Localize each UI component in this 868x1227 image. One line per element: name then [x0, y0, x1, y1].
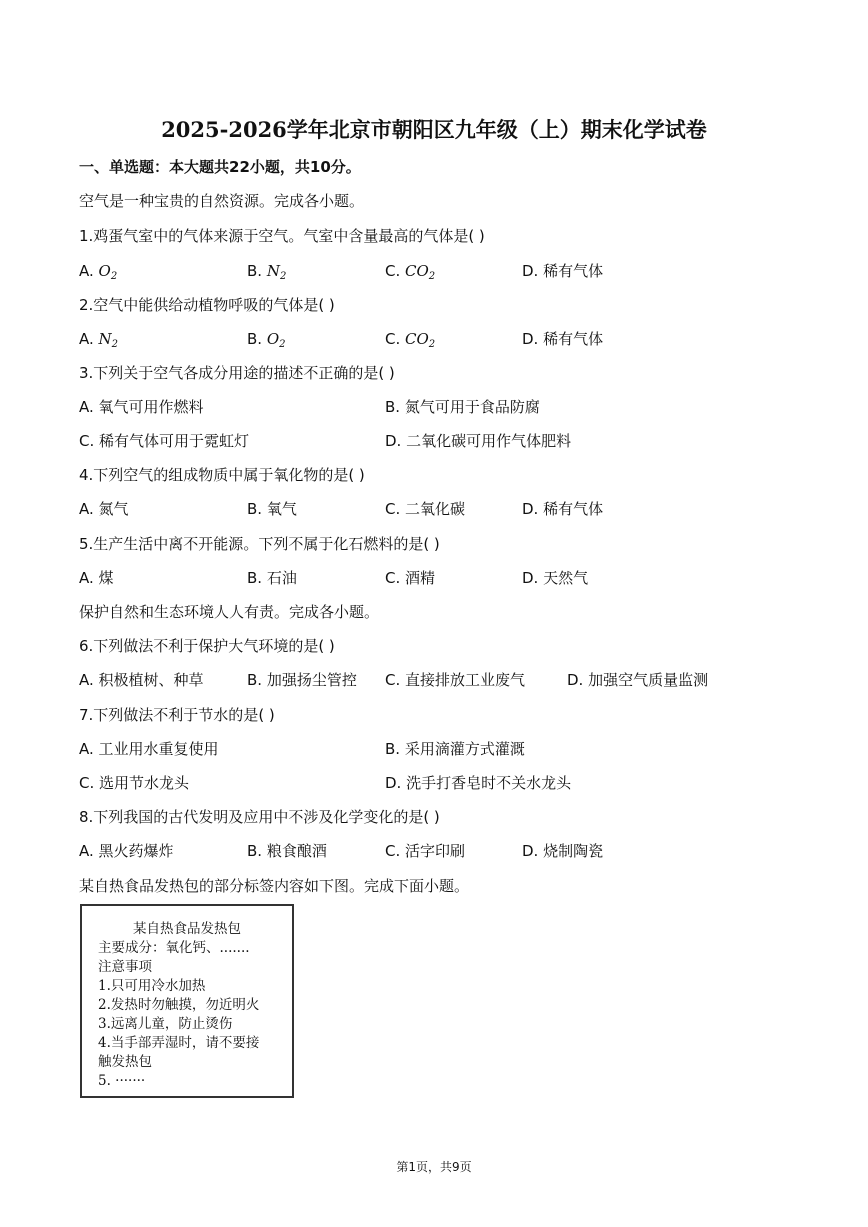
paper-title: 2025-2026学年北京市朝阳区九年级（上）期末化学试卷 [161, 117, 707, 142]
q3-option-b[interactable]: B. 氮气可用于食品防腐 [385, 398, 540, 416]
label-title: 某自热食品发热包 [133, 921, 241, 937]
q6-option-b[interactable]: B. 加强扬尘管控 [247, 671, 357, 689]
label-line: 主要成分：氧化钙、....... [98, 940, 250, 956]
q1-option-c[interactable]: C. $CO_2$ [385, 262, 436, 282]
q6-option-a[interactable]: A. 积极植树、种草 [79, 671, 204, 689]
q3-option-d[interactable]: D. 二氧化碳可用作气体肥料 [385, 432, 572, 450]
q7-option-a[interactable]: A. 工业用水重复使用 [79, 740, 219, 758]
group-intro-2: 保护自然和生态环境人人有责。完成各小题。 [79, 603, 380, 621]
q5-option-b[interactable]: B. 石油 [247, 569, 297, 587]
q8-option-d[interactable]: D. 烧制陶瓷 [522, 842, 604, 860]
question-4-stem: 4.下列空气的组成物质中属于氧化物的是( ) [79, 466, 365, 484]
question-1-stem: 1.鸡蛋气室中的气体来源于空气。气室中含量最高的气体是( ) [79, 227, 485, 245]
label-line: 4.当手部弄湿时，请不要接 [98, 1035, 260, 1051]
q5-option-a[interactable]: A. 煤 [79, 569, 114, 587]
question-6-stem: 6.下列做法不利于保护大气环境的是( ) [79, 637, 335, 655]
q8-option-b[interactable]: B. 粮食酿酒 [247, 842, 327, 860]
label-line: 2.发热时勿触摸，勿近明火 [98, 997, 260, 1013]
q4-option-a[interactable]: A. 氮气 [79, 500, 129, 518]
q5-option-d[interactable]: D. 天然气 [522, 569, 589, 587]
q7-option-c[interactable]: C. 选用节水龙头 [79, 774, 190, 792]
group-intro-3: 某自热食品发热包的部分标签内容如下图。完成下面小题。 [79, 877, 470, 895]
label-line: 3.远离儿童，防止烫伤 [98, 1016, 233, 1032]
q6-option-c[interactable]: C. 直接排放工业废气 [385, 671, 526, 689]
page-footer: 第1页，共9页 [396, 1160, 472, 1174]
q4-option-c[interactable]: C. 二氧化碳 [385, 500, 466, 518]
q8-option-a[interactable]: A. 黑火药爆炸 [79, 842, 174, 860]
question-2-stem: 2.空气中能供给动植物呼吸的气体是( ) [79, 296, 335, 314]
q2-option-b[interactable]: B. $O_2$ [247, 330, 286, 350]
q4-option-d[interactable]: D. 稀有气体 [522, 500, 604, 518]
question-5-stem: 5.生产生活中离不开能源。下列不属于化石燃料的是( ) [79, 535, 440, 553]
q5-option-c[interactable]: C. 酒精 [385, 569, 436, 587]
q7-option-d[interactable]: D. 洗手打香皂时不关水龙头 [385, 774, 572, 792]
q1-option-d[interactable]: D. 稀有气体 [522, 262, 604, 280]
q8-option-c[interactable]: C. 活字印刷 [385, 842, 466, 860]
question-7-stem: 7.下列做法不利于节水的是( ) [79, 706, 275, 724]
heat-pack-label-figure [80, 904, 294, 1098]
section-heading: 一、单选题：本大题共22小题，共10分。 [79, 158, 361, 176]
q1-option-a[interactable]: A. $O_2$ [79, 262, 118, 282]
label-line: 1.只可用冷水加热 [98, 978, 206, 994]
q3-option-a[interactable]: A. 氧气可用作燃料 [79, 398, 204, 416]
q2-option-d[interactable]: D. 稀有气体 [522, 330, 604, 348]
q2-option-c[interactable]: C. $CO_2$ [385, 330, 436, 350]
q7-option-b[interactable]: B. 采用滴灌方式灌溉 [385, 740, 525, 758]
label-line: 5. ······· [98, 1073, 146, 1089]
question-3-stem: 3.下列关于空气各成分用途的描述不正确的是( ) [79, 364, 395, 382]
q3-option-c[interactable]: C. 稀有气体可用于霓虹灯 [79, 432, 250, 450]
q6-option-d[interactable]: D. 加强空气质量监测 [567, 671, 709, 689]
question-8-stem: 8.下列我国的古代发明及应用中不涉及化学变化的是( ) [79, 808, 440, 826]
label-line: 注意事项 [98, 959, 152, 975]
group-intro-1: 空气是一种宝贵的自然资源。完成各小题。 [79, 192, 365, 210]
q1-option-b[interactable]: B. $N_2$ [247, 262, 287, 282]
q2-option-a[interactable]: A. $N_2$ [79, 330, 119, 350]
q4-option-b[interactable]: B. 氧气 [247, 500, 297, 518]
label-line: 触发热包 [98, 1054, 152, 1070]
